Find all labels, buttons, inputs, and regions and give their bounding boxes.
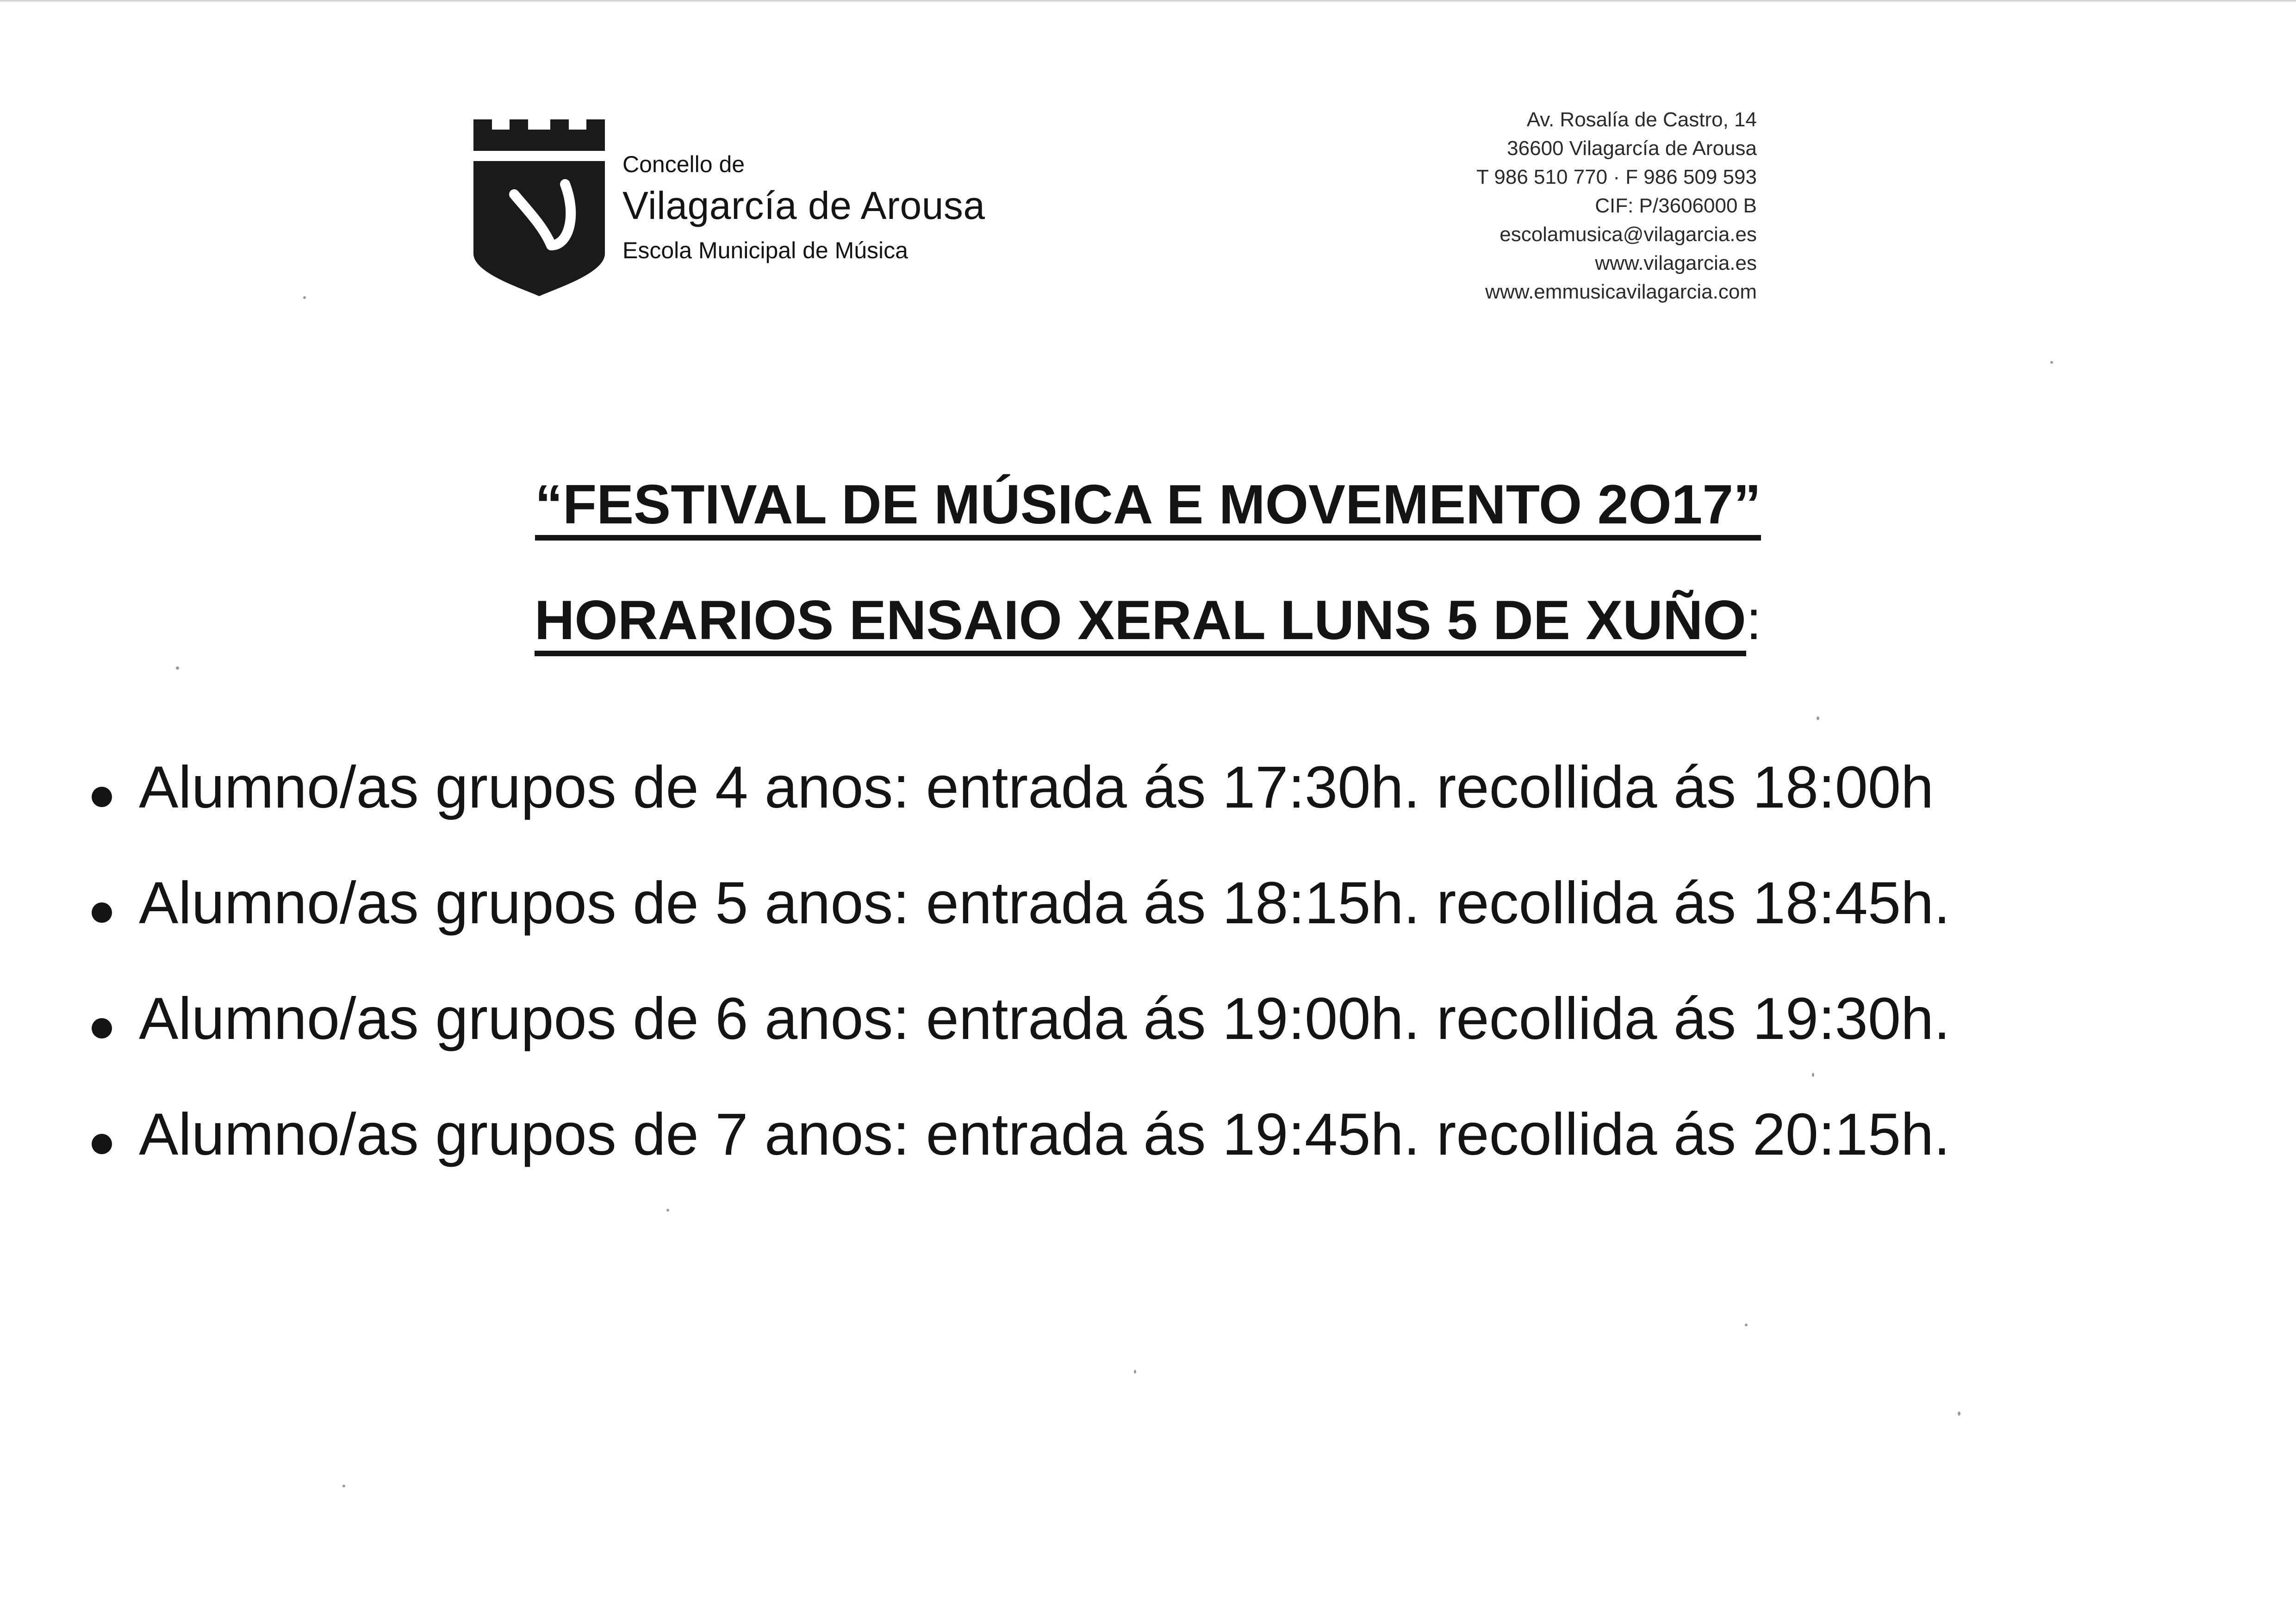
contact-email: escolamusica@vilagarcia.es (1500, 223, 1757, 246)
contact-block (1340, 106, 1757, 306)
scan-speck (1134, 1370, 1136, 1374)
concello-shield-logo (470, 106, 609, 298)
schedule-item-text: Alumno/as grupos de 4 anos: entrada ás 17:30h. recollida ás 18:00h (139, 754, 1934, 821)
list-item (88, 754, 1950, 874)
concello-de-label: Concello de (622, 151, 745, 177)
festival-title-text: “FESTIVAL DE MÚSICA E MOVEMENTO 2O17” (535, 477, 1761, 541)
bullet-icon (92, 787, 112, 807)
contact-website-school: www.emmusicavilagarcia.com (1485, 280, 1757, 303)
scan-speck (666, 1209, 669, 1212)
schedule-item-text: Alumno/as grupos de 7 anos: entrada ás 19:45h. recollida ás 20:15h. (139, 1101, 1950, 1168)
festival-title (0, 473, 2296, 541)
contact-address: Av. Rosalía de Castro, 14 (1526, 108, 1757, 131)
schedule-item-text: Alumno/as grupos de 6 anos: entrada ás 19:00h. recollida ás 19:30h. (139, 986, 1950, 1052)
bullet-icon (92, 1134, 112, 1154)
list-item (88, 870, 1950, 989)
list-item (88, 986, 1950, 1105)
scan-speck (303, 296, 306, 299)
contact-phone-fax: T 986 510 770 · F 986 509 593 (1476, 166, 1757, 188)
school-name: Escola Municipal de Música (622, 237, 908, 263)
organization-block (622, 153, 985, 262)
bullet-icon (92, 1018, 112, 1038)
scan-edge (0, 0, 2296, 3)
list-item (88, 1101, 1950, 1221)
contact-cif: CIF: P/3606000 B (1595, 194, 1757, 217)
scan-speck (1958, 1412, 1960, 1416)
scan-speck (342, 1485, 345, 1487)
scan-speck (176, 666, 179, 670)
scan-speck (1812, 1073, 1814, 1077)
municipality-name: Vilagarcía de Arousa (622, 184, 985, 227)
contact-postal: 36600 Vilagarcía de Arousa (1507, 137, 1757, 160)
scan-speck (1817, 716, 1819, 720)
schedule-item-text: Alumno/as grupos de 5 anos: entrada ás 18:15h. recollida ás 18:45h. (139, 870, 1950, 936)
schedule-heading-text: HORARIOS ENSAIO XERAL LUNS 5 DE XUÑO (535, 592, 1746, 656)
scan-speck (2050, 361, 2053, 364)
schedule-heading (0, 589, 2296, 656)
bullet-icon (92, 902, 112, 923)
scan-speck (1745, 1324, 1748, 1326)
schedule-list (88, 754, 1950, 1221)
contact-website: www.vilagarcia.es (1595, 252, 1757, 274)
schedule-heading-colon: : (1746, 589, 1762, 651)
